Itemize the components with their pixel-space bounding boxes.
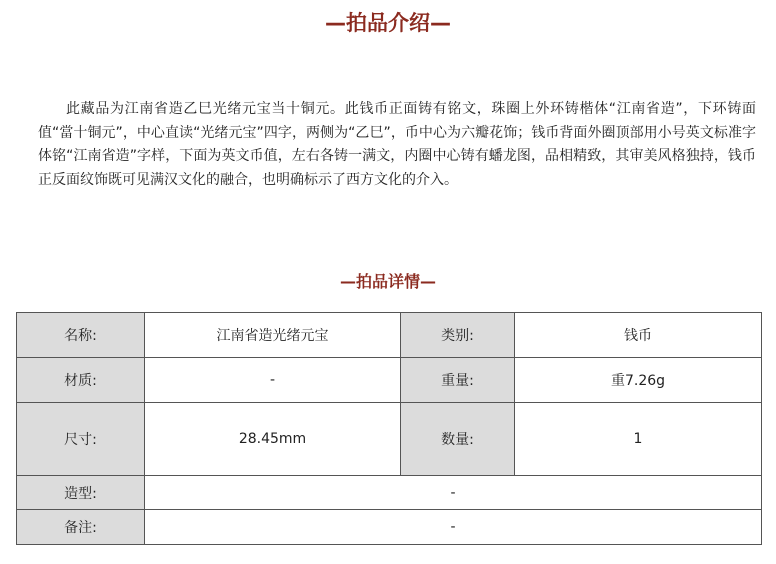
intro-section-title: —拍品介绍— — [325, 11, 451, 35]
table-row — [17, 313, 762, 358]
quantity-label: 数量: — [401, 403, 515, 476]
remarks-label: 备注: — [17, 510, 145, 545]
name-label: 名称: — [17, 313, 145, 358]
category-value: 钱币 — [515, 313, 762, 358]
category-label: 类别: — [401, 313, 515, 358]
item-description: 此藏品为江南省造乙巳光绪元宝当十铜元。此钱币正面铸有铭文，珠圈上外环铸楷体“江南省造”，下环铸面值“當十铜元”，中心直读“光绪元宝”四字，两侧为“乙巳”，币中心为六瓣花饰；钱币背面外圈顶部用小号英文标准字体铭“江南省造”字样，下面为英文币值，左右各铸一满文，内圈中心铸有蟠龙图，品相精致，其审美风格独持，钱币正反面纹饰既可见满汉文化的融合，也明确标示了西方文化的介入。 — [38, 101, 756, 188]
name-value: 江南省造光绪元宝 — [145, 313, 401, 358]
table-row — [17, 358, 762, 403]
table-row — [17, 403, 762, 476]
table-row — [17, 510, 762, 545]
material-label: 材质: — [17, 358, 145, 403]
weight-value: 重7.26g — [515, 358, 762, 403]
weight-label: 重量: — [401, 358, 515, 403]
shape-value: - — [145, 476, 762, 510]
shape-label: 造型: — [17, 476, 145, 510]
size-label: 尺寸: — [17, 403, 145, 476]
table-row — [17, 476, 762, 510]
size-value: 28.45mm — [145, 403, 401, 476]
quantity-value: 1 — [515, 403, 762, 476]
details-section-title: —拍品详情— — [339, 272, 436, 291]
details-table — [16, 312, 762, 545]
material-value: - — [145, 358, 401, 403]
remarks-value: - — [145, 510, 762, 545]
